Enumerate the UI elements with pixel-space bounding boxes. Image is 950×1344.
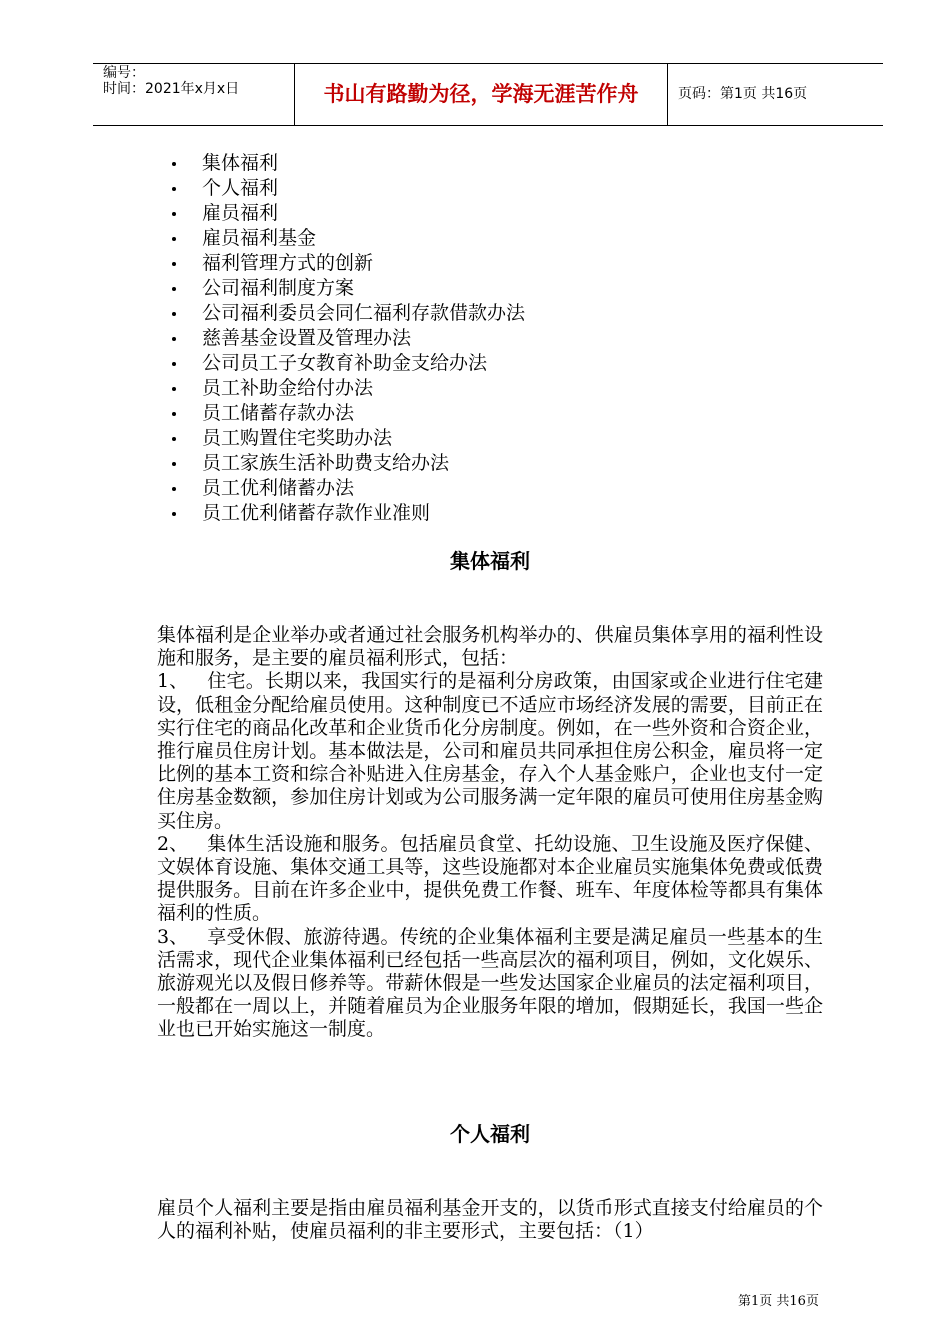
contents-list xyxy=(170,151,525,526)
bullet-icon xyxy=(172,262,176,266)
list-item: 员工购置住宅奖助办法 xyxy=(170,426,525,451)
bullet-icon xyxy=(172,337,176,341)
header-meta-cell xyxy=(93,64,295,125)
list-item: 员工家族生活补助费支给办法 xyxy=(170,451,525,476)
bullet-icon xyxy=(172,237,176,241)
list-item: 慈善基金设置及管理办法 xyxy=(170,326,525,351)
paragraph-intro: 雇员个人福利主要是指由雇员福利基金开支的，以货币形式直接支付给雇员的个人的福利补贴，使雇员福利的非主要形式，主要包括：（1） xyxy=(157,1197,823,1243)
header-page-info: 页码：第1页 共16页 xyxy=(678,86,808,102)
bullet-icon xyxy=(172,412,176,416)
item-number: 2、 xyxy=(157,832,189,855)
list-item: 雇员福利 xyxy=(170,201,525,226)
bullet-icon xyxy=(172,387,176,391)
section-body-collective-welfare xyxy=(157,624,823,1042)
list-item: 员工优利储蓄办法 xyxy=(170,476,525,501)
paragraph-intro: 集体福利是企业举办或者通过社会服务机构举办的、供雇员集体享用的福利性设施和服务，是主要的雇员福利形式，包括： xyxy=(157,624,823,670)
bullet-icon xyxy=(172,162,176,166)
bullet-icon xyxy=(172,287,176,291)
item-number: 3、 xyxy=(157,925,189,948)
list-item: 公司福利委员会同仁福利存款借款办法 xyxy=(170,301,525,326)
bullet-icon xyxy=(172,487,176,491)
section-title-collective-welfare: 集体福利 xyxy=(450,549,530,573)
number-label: 编号： xyxy=(103,65,145,81)
bullet-icon xyxy=(172,512,176,516)
item-text: 住宅。长期以来，我国实行的是福利分房政策，由国家或企业进行住宅建设，低租金分配给雇员使用。这种制度已不适应市场经济发展的需要，目前正在实行住宅的商品化改革和企业货币化分房制度。例如，在一些外资和合资企业，推行雇员住房计划。基本做法是，公司和雇员共同承担住房公积金，雇员将一定比例的基本工资和综合补贴进入住房基金，存入个人基金账户，企业也支付一定住房基金数额，参加住房计划或为公司服务满一定年限的雇员可使用住房基金购买住房。 xyxy=(157,670,823,832)
list-item: 员工优利储蓄存款作业准则 xyxy=(170,501,525,526)
bullet-icon xyxy=(172,437,176,441)
paragraph-item-2 xyxy=(157,833,823,926)
list-item: 集体福利 xyxy=(170,151,525,176)
item-text: 集体生活设施和服务。包括雇员食堂、托幼设施、卫生设施及医疗保健、文娱体育设施、集体交通工具等，这些设施都对本企业雇员实施集体免费或低费提供服务。目前在许多企业中，提供免费工作餐、班车、年度体检等都具有集体福利的性质。 xyxy=(157,832,823,925)
page-header xyxy=(93,63,883,126)
paragraph-item-3 xyxy=(157,926,823,1042)
bullet-icon xyxy=(172,187,176,191)
page-footer: 第1页 共16页 xyxy=(738,1294,819,1309)
list-item: 雇员福利基金 xyxy=(170,226,525,251)
list-item: 公司员工子女教育补助金支给办法 xyxy=(170,351,525,376)
section-title-individual-welfare: 个人福利 xyxy=(450,1122,530,1146)
list-item: 员工补助金给付办法 xyxy=(170,376,525,401)
bullet-icon xyxy=(172,462,176,466)
list-item: 员工储蓄存款办法 xyxy=(170,401,525,426)
header-page-cell xyxy=(668,64,883,125)
item-number: 1、 xyxy=(157,670,189,693)
list-item: 福利管理方式的创新 xyxy=(170,251,525,276)
list-item: 个人福利 xyxy=(170,176,525,201)
bullet-icon xyxy=(172,362,176,366)
item-text: 享受休假、旅游待遇。传统的企业集体福利主要是满足雇员一些基本的生活需求，现代企业集体福利已经包括一些高层次的福利项目，例如，文化娱乐、旅游观光以及假日修养等。带薪休假是一些发达国家企业雇员的法定福利项目，一般都在一周以上，并随着雇员为企业服务年限的增加，假期延长，我国一些企业也已开始实施这一制度。 xyxy=(157,925,823,1041)
paragraph-item-1 xyxy=(157,670,823,832)
section-body-individual-welfare xyxy=(157,1197,823,1243)
header-motto-cell xyxy=(295,64,668,125)
header-motto: 书山有路勤为径，学海无涯苦作舟 xyxy=(323,82,639,106)
bullet-icon xyxy=(172,212,176,216)
list-item: 公司福利制度方案 xyxy=(170,276,525,301)
bullet-icon xyxy=(172,312,176,316)
time-label: 时间：2021年x月x日 xyxy=(103,81,240,97)
